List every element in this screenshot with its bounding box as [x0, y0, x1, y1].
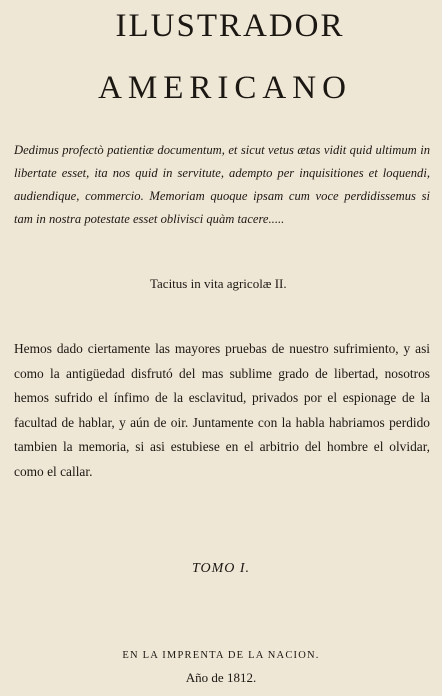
epigraph-attribution: Tacitus in vita agricolæ II.: [150, 276, 287, 291]
spanish-translation: Hemos dado ciertamente las mayores pruebas de nuestro sufrimiento, y asi como la antigüedad disfrutó del mas sublime grado de libertad, nosotros hemos sufrido el ínfimo de la esclavitud, privados por el espionage de la facultad de hablar, y aún de oir. Juntamente con la habla habriamos perdido tambien la memoria, si asi estubiese en el arbitrio del hombre el olvidar, como el callar.: [14, 341, 430, 479]
latin-epigraph: Dedimus profectò patientiæ documentum, et sicut vetus ætas vidit quid ultimum in libertate esset, ita nos quid in servitute, adempto per inquisitiones et loquendi, audiendique, commercio. Memoriam quoque ipsam cum voce perdidissemus si tam in nostra potestate esset oblivisci quàm tacere.....: [14, 143, 430, 226]
printer-imprint: EN LA IMPRENTA DE LA NACION.: [122, 650, 320, 661]
volume-label: TOMO I.: [191, 561, 251, 576]
title-line-1: ILUSTRADOR: [115, 8, 345, 44]
title-line-2: AMERICANO: [98, 70, 352, 106]
publication-year: Año de 1812.: [185, 670, 257, 685]
